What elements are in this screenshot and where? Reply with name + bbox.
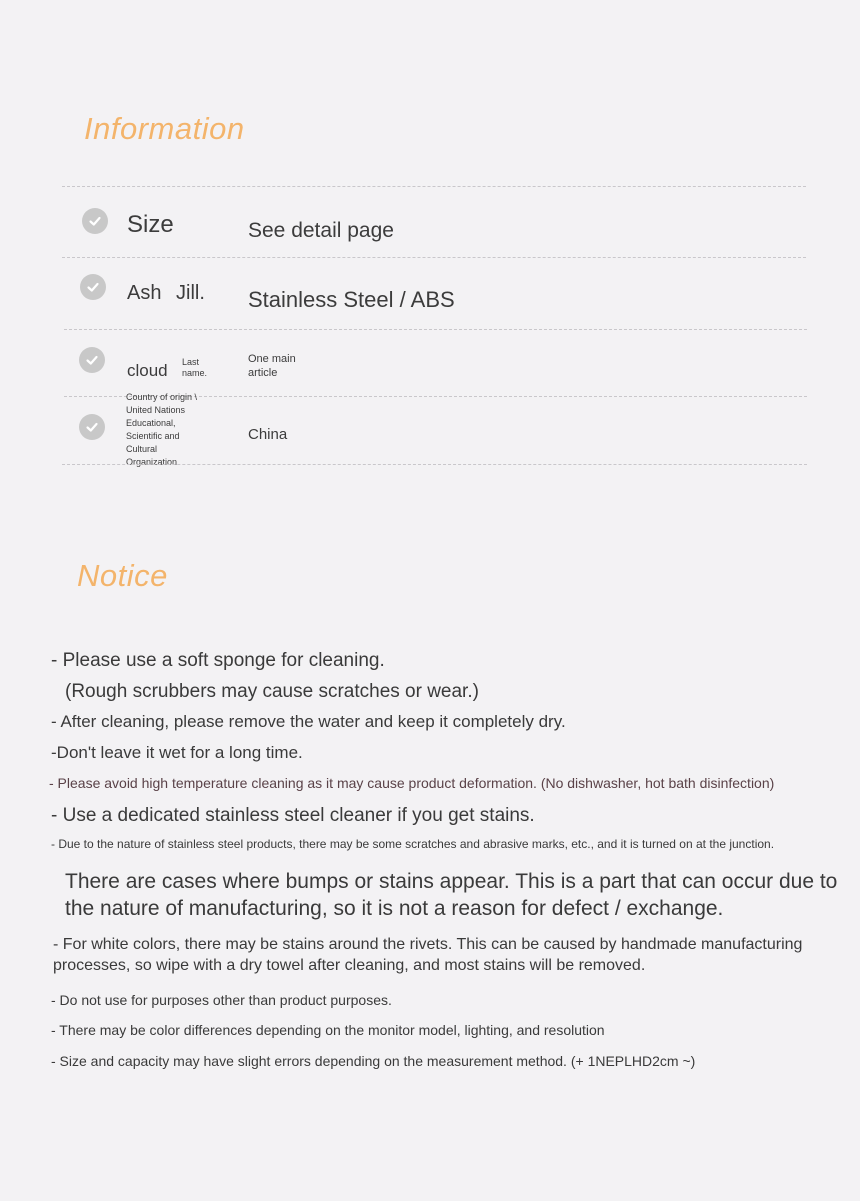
info-value-composition: One main article (248, 353, 296, 379)
check-circle-icon (79, 347, 105, 373)
info-value-material: Stainless Steel / ABS (248, 287, 455, 312)
check-circle-icon (82, 208, 108, 234)
notice-item: - Use a dedicated stainless steel cleaner if you get stains. (51, 805, 535, 826)
info-value-origin: China (248, 426, 288, 443)
notice-item: - Please use a soft sponge for cleaning. (51, 650, 385, 671)
information-title: Information (84, 111, 245, 146)
divider (62, 186, 806, 187)
info-label-material: Ash (127, 282, 162, 304)
check-circle-icon (79, 414, 105, 440)
notice-item: -Don't leave it wet for a long time. (51, 743, 303, 762)
divider (62, 257, 806, 258)
notice-item: - There may be color differences depending on the monitor model, lighting, and resolution (51, 1022, 605, 1038)
notice-item: - After cleaning, please remove the water and keep it completely dry. (51, 712, 566, 731)
notice-item: - For white colors, there may be stains around the rivets. This can be caused by handmade manufacturing processes, so wipe with a dry towel after cleaning, and most stains will be removed. (53, 936, 803, 974)
info-sublabel-composition: Last name. (182, 357, 208, 378)
info-label-composition: cloud (127, 361, 168, 380)
notice-item: - Size and capacity may have slight errors depending on the measurement method. (+ 1NEPLHD2cm ~) (51, 1053, 696, 1069)
notice-item: - Do not use for purposes other than product purposes. (51, 992, 392, 1008)
divider (64, 329, 807, 330)
notice-item: (Rough scrubbers may cause scratches or wear.) (65, 681, 479, 702)
notice-item: There are cases where bumps or stains appear. This is a part that can occur due to the nature of manufacturing, so it is not a reason for defect / exchange. (65, 870, 838, 920)
notice-item: - Due to the nature of stainless steel products, there may be some scratches and abrasive marks, etc., and it is turned on at the junction. (51, 837, 775, 851)
notice-item: - Please avoid high temperature cleaning as it may cause product deformation. (No dishwasher, hot bath disinfection) (49, 775, 775, 791)
info-sublabel-material: Jill. (176, 282, 205, 304)
notice-title: Notice (77, 558, 168, 593)
divider (62, 464, 807, 465)
info-label-size: Size (127, 211, 174, 238)
check-circle-icon (80, 274, 106, 300)
info-label-origin: Country of origin \ United Nations Educational, Scientific and Cultural Organization (126, 392, 198, 467)
info-value-size: See detail page (248, 219, 394, 242)
